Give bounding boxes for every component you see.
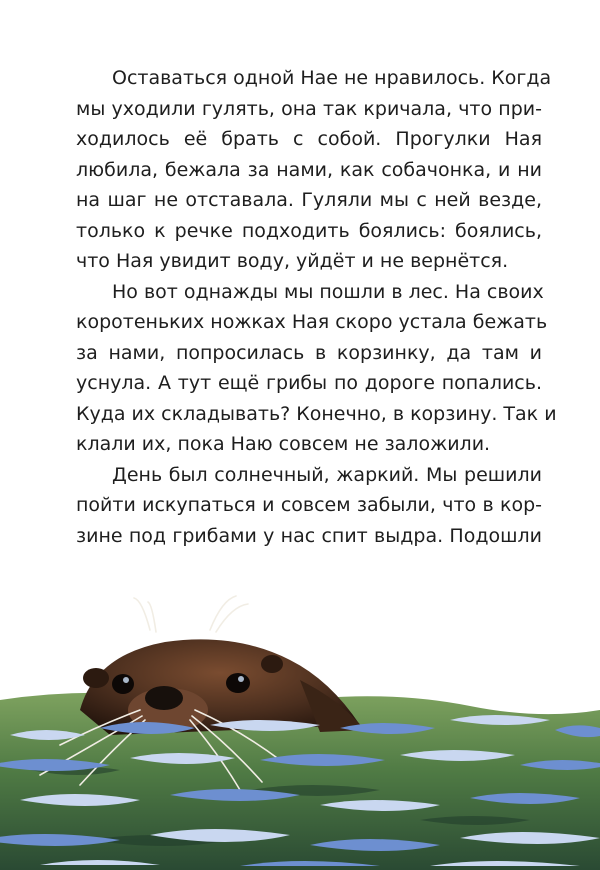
otter-head (80, 639, 365, 735)
text-line: клали их, пока Наю совсем не заложили. (76, 433, 491, 455)
text-line: мы уходили гулять, она так кричала, что при- (76, 97, 542, 120)
text-line: любила, бежала за нами, как собачонка, и ни (76, 158, 542, 181)
paragraph-1 (76, 63, 552, 277)
story-text (76, 63, 557, 551)
text-line: коротеньких ножках Ная скоро устала бежать (76, 311, 548, 333)
paragraph-2 (76, 277, 557, 460)
text-line: только к речке подходить боялись: боялись, (76, 219, 542, 242)
otter-nose (145, 686, 183, 710)
otter-illustration (0, 560, 600, 870)
text-line: Куда их складывать? Конечно, в корзину. Так и (76, 402, 557, 425)
text-line: День был солнечный, жаркий. Мы решили (112, 463, 542, 486)
text-line: за нами, попросилась в корзинку, да там и (76, 341, 542, 364)
text-line: Но вот однажды мы пошли в лес. На своих (112, 280, 544, 303)
text-line: ходилось её брать с собой. Прогулки Ная (76, 128, 542, 150)
otter-eye-right (226, 673, 250, 693)
otter-eye-left (112, 674, 134, 694)
text-line: уснула. А тут ещё грибы по дороге попались. (76, 372, 542, 394)
text-line: пойти искупаться и совсем забыли, что в кор- (76, 494, 542, 516)
paragraph-3 (76, 460, 542, 552)
text-line: Оставаться одной Нае не нравилось. Когда (112, 67, 552, 89)
text-line: на шаг не отставала. Гуляли мы с ней везде, (76, 189, 542, 211)
text-line: что Ная увидит воду, уйдёт и не вернётся. (76, 250, 509, 272)
text-line: зине под грибами у нас спит выдра. Подошли (76, 524, 542, 547)
